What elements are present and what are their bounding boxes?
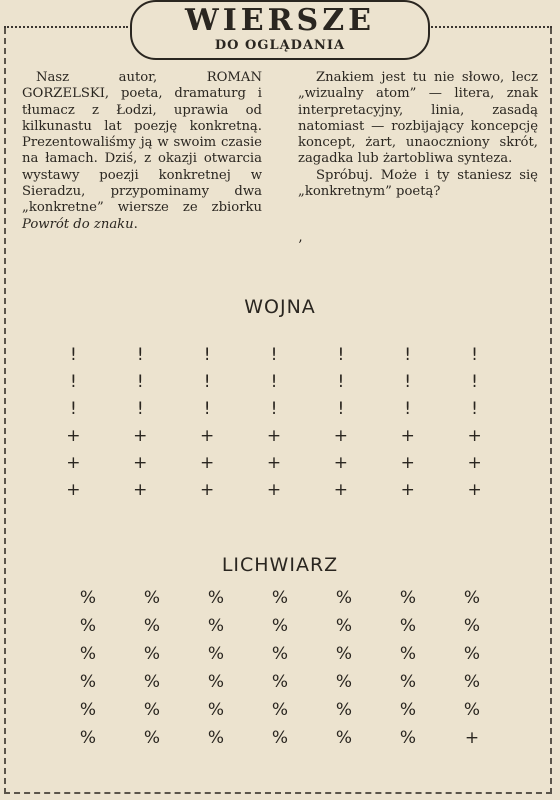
poem-glyph: ! xyxy=(136,399,144,419)
stray-mark: ’ xyxy=(298,238,303,254)
poem-glyph: + xyxy=(333,480,348,500)
poem-glyph: ! xyxy=(404,399,412,419)
poem-glyph: + xyxy=(467,453,482,473)
poem-glyph: % xyxy=(399,672,417,692)
poem-glyph: + xyxy=(467,426,482,446)
poem-glyph: % xyxy=(79,644,97,664)
poem-glyph: % xyxy=(335,700,353,720)
poem-glyph: % xyxy=(335,616,353,636)
poem-glyph: + xyxy=(200,480,215,500)
poem-glyph: + xyxy=(66,480,81,500)
poem-glyph: % xyxy=(399,644,417,664)
poem-glyph: % xyxy=(463,644,481,664)
poem-glyph: + xyxy=(266,453,282,473)
intro-paragraph-right-2: Spróbuj. Może i ty staniesz się „konkretnym” poetą? xyxy=(298,167,538,200)
poem-glyph: % xyxy=(335,644,353,664)
poem-title-lichwiarz: LICHWIARZ xyxy=(221,554,339,576)
poem-glyph: + xyxy=(266,480,282,500)
intro-columns xyxy=(22,70,538,233)
poem-glyph: + xyxy=(66,426,81,446)
poem-glyph: % xyxy=(399,700,417,720)
poem-glyph: + xyxy=(133,480,148,500)
poem-glyph: % xyxy=(271,672,289,692)
poem-title-wojna: WOJNA xyxy=(244,296,316,318)
poem-glyph: % xyxy=(207,616,225,636)
poem-glyph: ! xyxy=(471,372,478,392)
poem-glyph: + xyxy=(200,453,215,473)
poem-glyph: ! xyxy=(270,345,278,365)
poem-glyph: % xyxy=(399,616,417,636)
poem-glyph: ! xyxy=(471,345,478,365)
poem-grid-wojna xyxy=(40,342,508,504)
poem-glyph: % xyxy=(399,588,417,608)
poem-glyph: % xyxy=(207,728,225,748)
intro-column-right xyxy=(298,70,538,233)
poem-glyph: + xyxy=(467,480,482,500)
poem-glyph: % xyxy=(335,672,353,692)
poem-glyph: % xyxy=(271,700,289,720)
poem-glyph: ! xyxy=(270,399,278,419)
poem-glyph: % xyxy=(207,700,225,720)
poem-glyph: % xyxy=(143,588,161,608)
poem-glyph: + xyxy=(400,426,415,446)
poem-glyph: % xyxy=(207,588,225,608)
poem-glyph: % xyxy=(271,728,289,748)
poem-glyph: % xyxy=(335,588,353,608)
decorative-rule-left xyxy=(4,26,128,38)
decorative-rule-right xyxy=(428,26,552,38)
poem-glyph: ! xyxy=(136,345,144,365)
poem-glyph: % xyxy=(143,672,161,692)
poem-glyph: % xyxy=(143,616,161,636)
poem-glyph: % xyxy=(463,700,481,720)
poem-glyph: % xyxy=(463,672,481,692)
poem-glyph: % xyxy=(79,728,97,748)
poem-glyph: % xyxy=(79,588,97,608)
poem-glyph: ! xyxy=(203,372,211,392)
book-title: Powrót do znaku xyxy=(22,216,134,232)
header-banner xyxy=(130,0,430,60)
poem-glyph: % xyxy=(143,728,161,748)
poem-glyph: + xyxy=(133,453,148,473)
poem-glyph: % xyxy=(79,616,97,636)
poem-glyph: ! xyxy=(404,372,412,392)
intro-paragraph-left xyxy=(22,70,262,233)
poem-glyph: ! xyxy=(70,399,77,419)
poem-glyph: ! xyxy=(270,372,278,392)
poem-glyph: % xyxy=(143,700,161,720)
poem-glyph: % xyxy=(207,672,225,692)
poem-glyph: + xyxy=(66,453,81,473)
page-title: WIERSZE xyxy=(185,3,375,38)
page-subtitle: DO OGLĄDANIA xyxy=(214,38,346,53)
intro-text: Nasz autor, ROMAN GORZELSKI, poeta, dramaturg i tłumacz z Łodzi, uprawia od kilkunastu lat poezję konkretną. Prezentowaliśmy ją w swoim czasie na łamach. Dziś, z okazji otwarcia wystawy poezji konkretnej w Sieradzu, przypominamy dwa „konkretne” wiersze ze zbiorku xyxy=(22,70,262,216)
intro-paragraph-right-1: Znakiem jest tu nie słowo, lecz „wizualny atom” — litera, znak interpretacyjny, linia, zasadą natomiast — rozbijający koncepcję koncept, żart, unaoczniony skrót, zagadka lub żartobliwa synteza. xyxy=(298,70,538,167)
poem-glyph: % xyxy=(143,644,161,664)
intro-text-end: . xyxy=(133,216,138,232)
poem-glyph: % xyxy=(79,700,97,720)
poem-glyph: + xyxy=(333,453,348,473)
poem-glyph: % xyxy=(463,616,481,636)
poem-glyph: ! xyxy=(404,345,412,365)
poem-glyph: ! xyxy=(471,399,478,419)
poem-glyph: % xyxy=(463,588,481,608)
poem-glyph: + xyxy=(133,426,148,446)
poem-glyph: ! xyxy=(337,399,345,419)
poem-glyph: % xyxy=(271,616,289,636)
poem-glyph: % xyxy=(271,588,289,608)
poem-glyph: + xyxy=(266,426,282,446)
poem-glyph: % xyxy=(399,728,417,748)
poem-glyph: + xyxy=(200,426,215,446)
poem-glyph: ! xyxy=(70,345,77,365)
poem-glyph: % xyxy=(79,672,97,692)
poem-glyph: ! xyxy=(203,399,211,419)
poem-glyph: % xyxy=(335,728,353,748)
poem-glyph: ! xyxy=(337,345,345,365)
poem-glyph: + xyxy=(400,453,415,473)
poem-glyph: + xyxy=(400,480,415,500)
poem-glyph: + xyxy=(464,728,480,748)
poem-glyph: ! xyxy=(337,372,345,392)
poem-glyph: ! xyxy=(203,345,211,365)
poem-glyph: % xyxy=(271,644,289,664)
poem-glyph: ! xyxy=(70,372,77,392)
poem-glyph: + xyxy=(333,426,348,446)
poem-glyph: ! xyxy=(136,372,144,392)
intro-column-left xyxy=(22,70,262,233)
poem-grid-lichwiarz xyxy=(56,584,504,752)
poem-glyph: % xyxy=(207,644,225,664)
